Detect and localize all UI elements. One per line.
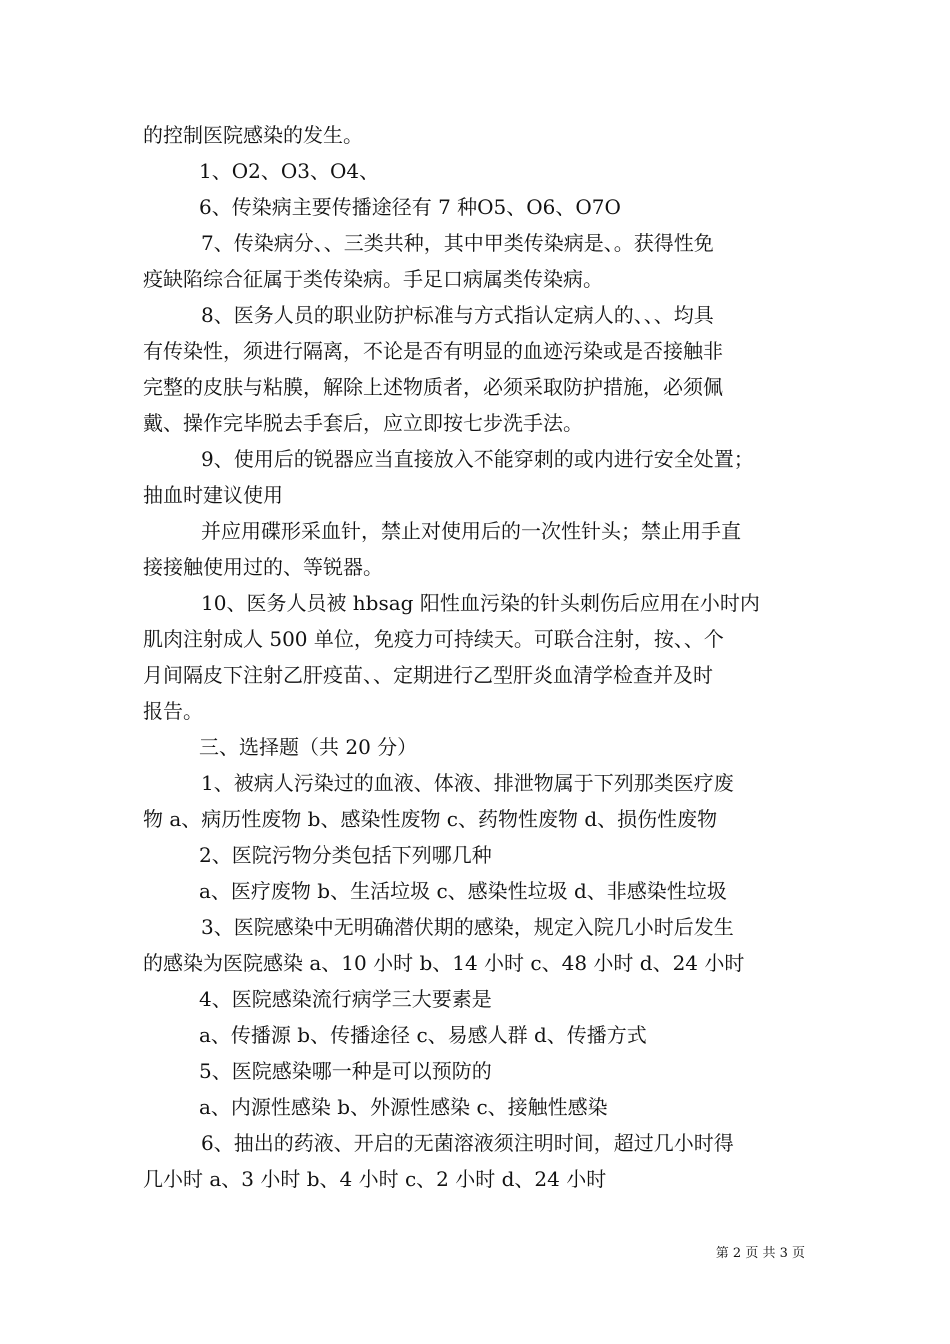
document-body (143, 117, 813, 1197)
text-line: 的控制医院感染的发生。 (143, 123, 363, 147)
text-line: 9、使用后的锐器应当直接放入不能穿刺的或内进行安全处置； (201, 447, 754, 471)
section-heading: 三、选择题（共 20 分） (199, 735, 418, 759)
text-line: 6、抽出的药液、开启的无菌溶液须注明时间，超过几小时得 (201, 1131, 734, 1155)
text-line: 6、传染病主要传播途径有 7 种O5、O6、O7O (199, 195, 621, 219)
text-line: 有传染性，须进行隔离，不论是否有明显的血迹污染或是否接触非 (143, 339, 723, 363)
text-line: 物 a、病历性废物 b、感染性废物 c、药物性废物 d、损伤性废物 (143, 807, 718, 831)
text-line: 戴、操作完毕脱去手套后，应立即按七步洗手法。 (143, 411, 583, 435)
text-line: a、医疗废物 b、生活垃圾 c、感染性垃圾 d、非感染性垃圾 (199, 879, 727, 903)
page-number-footer: 第 2 页 共 3 页 (715, 1246, 805, 1261)
text-line: 并应用碟形采血针，禁止对使用后的一次性针头；禁止用手直 (201, 519, 741, 543)
text-line: a、传播源 b、传播途径 c、易感人群 d、传播方式 (199, 1023, 647, 1047)
text-line: a、内源性感染 b、外源性感染 c、接触性感染 (199, 1095, 608, 1119)
text-line: 肌肉注射成人 500 单位，免疫力可持续天。可联合注射，按、、个 (143, 627, 724, 651)
text-line: 几小时 a、3 小时 b、4 小时 c、2 小时 d、24 小时 (143, 1167, 607, 1191)
text-line: 1、被病人污染过的血液、体液、排泄物属于下列那类医疗废 (201, 771, 734, 795)
text-line: 7、传染病分、、三类共种，其中甲类传染病是、。获得性免 (201, 231, 714, 255)
text-line: 5、医院感染哪一种是可以预防的 (199, 1059, 492, 1083)
text-line: 4、医院感染流行病学三大要素是 (199, 987, 492, 1011)
text-line: 报告。 (143, 699, 203, 723)
text-line: 接接触使用过的、等锐器。 (143, 555, 383, 579)
text-line: 8、医务人员的职业防护标准与方式指认定病人的、、、均具 (201, 303, 714, 327)
text-line: 1、O2、O3、O4、 (199, 159, 380, 183)
text-line: 月间隔皮下注射乙肝疫苗、、定期进行乙型肝炎血清学检查并及时 (143, 663, 713, 687)
text-line: 2、医院污物分类包括下列哪几种 (199, 843, 492, 867)
text-line: 抽血时建议使用 (143, 483, 283, 507)
text-line: 疫缺陷综合征属于类传染病。手足口病属类传染病。 (143, 267, 603, 291)
text-line: 10、医务人员被 hbsag 阳性血污染的针头刺伤后应用在小时内 (201, 591, 760, 615)
text-line: 3、医院感染中无明确潜伏期的感染，规定入院几小时后发生 (201, 915, 734, 939)
text-line: 完整的皮肤与粘膜，解除上述物质者，必须采取防护措施，必须佩 (143, 375, 723, 399)
text-line: 的感染为医院感染 a、10 小时 b、14 小时 c、48 小时 d、24 小时 (143, 951, 745, 975)
